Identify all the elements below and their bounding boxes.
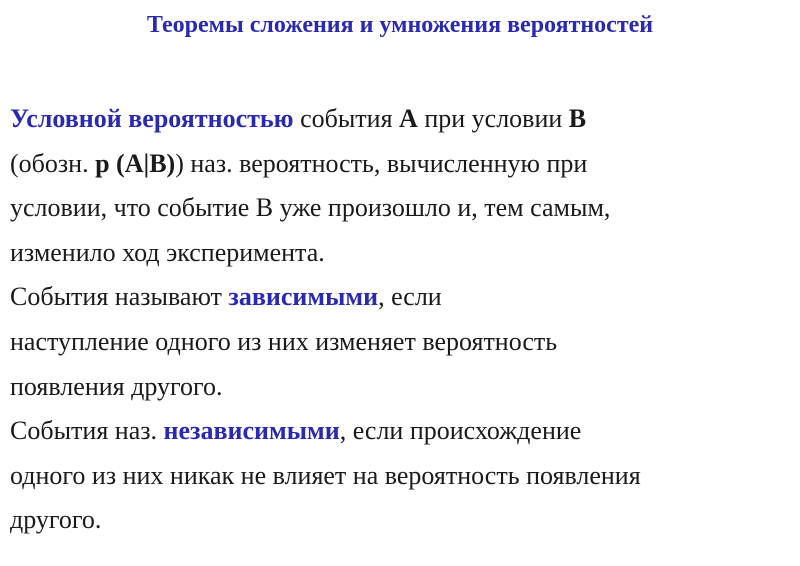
term-independent: независимыми	[163, 416, 340, 446]
independent-events-line-2: одного из них никак не влияет на вероятность появления	[10, 460, 641, 490]
conditional-probability-line-3: условии, что событие В уже произошло и, тем самым,	[10, 193, 611, 223]
independent-events-line-1	[10, 409, 790, 454]
text-fragment: , если	[378, 282, 442, 312]
text-fragment: ) наз. вероятность, вычисленную при	[175, 148, 588, 178]
term-dependent: зависимыми	[228, 282, 379, 312]
text-fragment: (обозн.	[10, 148, 96, 178]
text-fragment: События называют	[10, 282, 229, 312]
slide-body	[10, 97, 790, 543]
text-fragment: при условии	[417, 104, 569, 133]
text-fragment: События наз.	[10, 416, 164, 446]
conditional-probability-line-4: изменило ход эксперимента.	[10, 237, 325, 267]
dependent-events-line-2: наступление одного из них изменяет вероятность	[10, 326, 558, 356]
notation-p-a-given-b: р (А|В)	[95, 148, 176, 178]
event-b: В	[568, 104, 587, 133]
dependent-events-line-1	[10, 275, 790, 320]
term-conditional-probability: Условной вероятностью	[10, 104, 294, 133]
slide-title: Теоремы сложения и умножения вероятностей	[146, 12, 654, 38]
text-fragment: , если происхождение	[339, 416, 582, 446]
independent-events-line-3: другого.	[10, 505, 102, 535]
event-a: А	[399, 104, 418, 133]
text-fragment: события	[293, 104, 400, 133]
conditional-probability-line-2	[10, 142, 790, 187]
dependent-events-line-3: появления другого.	[10, 371, 223, 401]
conditional-probability-line-1	[10, 97, 790, 142]
